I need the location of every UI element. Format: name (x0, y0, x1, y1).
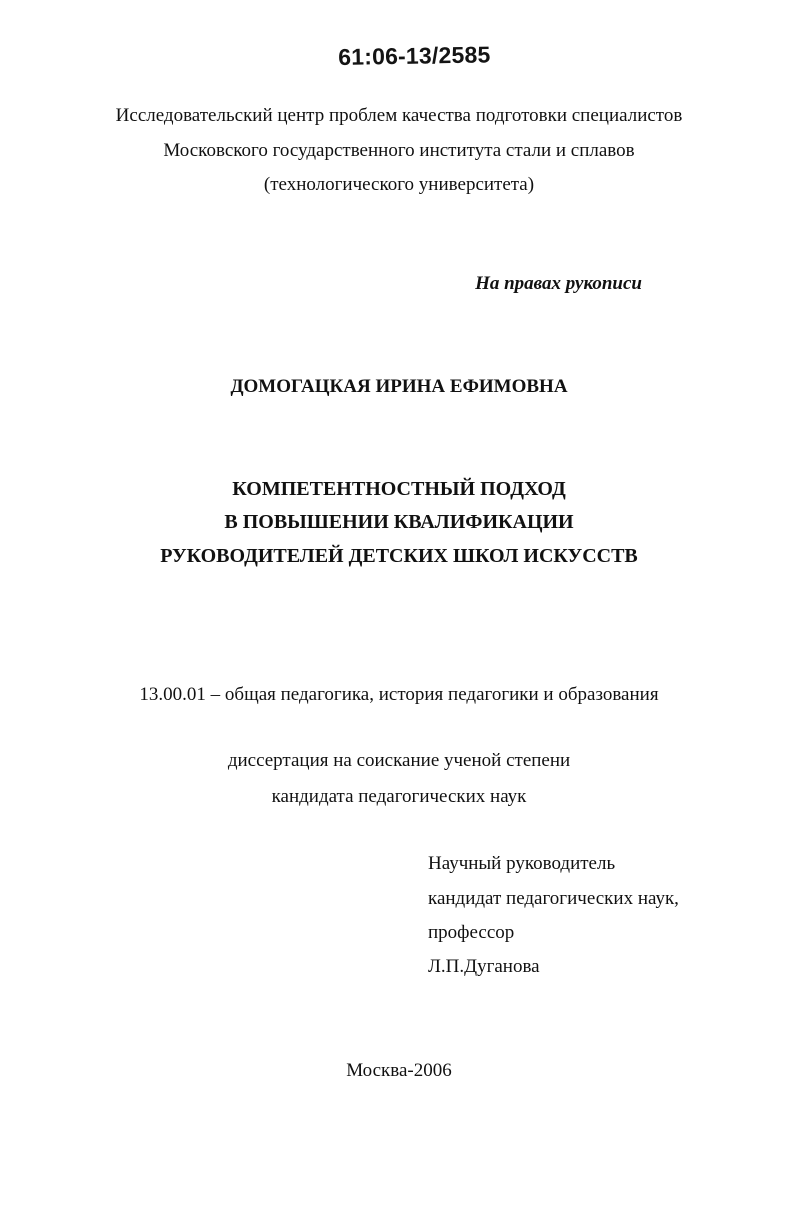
city-year: Москва-2006 (346, 1060, 452, 1081)
thesis-title-line-3: РУКОВОДИТЕЛЕЙ ДЕТСКИХ ШКОЛ ИСКУССТВ (160, 545, 638, 567)
degree-line-1: диссертация на соискание ученой степени (227, 750, 571, 771)
advisor-name: Л.П.Дуганова (428, 956, 540, 977)
rights-note: На правах рукописи (475, 273, 642, 294)
thesis-title-line-1: КОМПЕТЕНТНОСТНЫЙ ПОДХОД (232, 478, 566, 500)
thesis-title-line-2: В ПОВЫШЕНИИ КВАЛИФИКАЦИИ (224, 511, 574, 533)
degree-line-2: кандидата педагогических наук (271, 786, 527, 807)
organization-line-2: Московского государственного института стали и сплавов (163, 140, 635, 161)
specialty-code: 13.00.01 – общая педагогика, история педагогики и образования (139, 684, 659, 705)
advisor-role: Научный руководитель (428, 853, 616, 874)
advisor-rank: профессор (428, 922, 515, 943)
organization-line-1: Исследовательский центр проблем качества подготовки специалистов (115, 105, 683, 126)
author-name: ДОМОГАЦКАЯ ИРИНА ЕФИМОВНА (230, 376, 568, 397)
advisor-degree: кандидат педагогических наук, (428, 888, 679, 909)
registry-stamp: 61:06-13/2585 (338, 41, 491, 70)
organization-line-3: (технологического университета) (263, 174, 535, 195)
